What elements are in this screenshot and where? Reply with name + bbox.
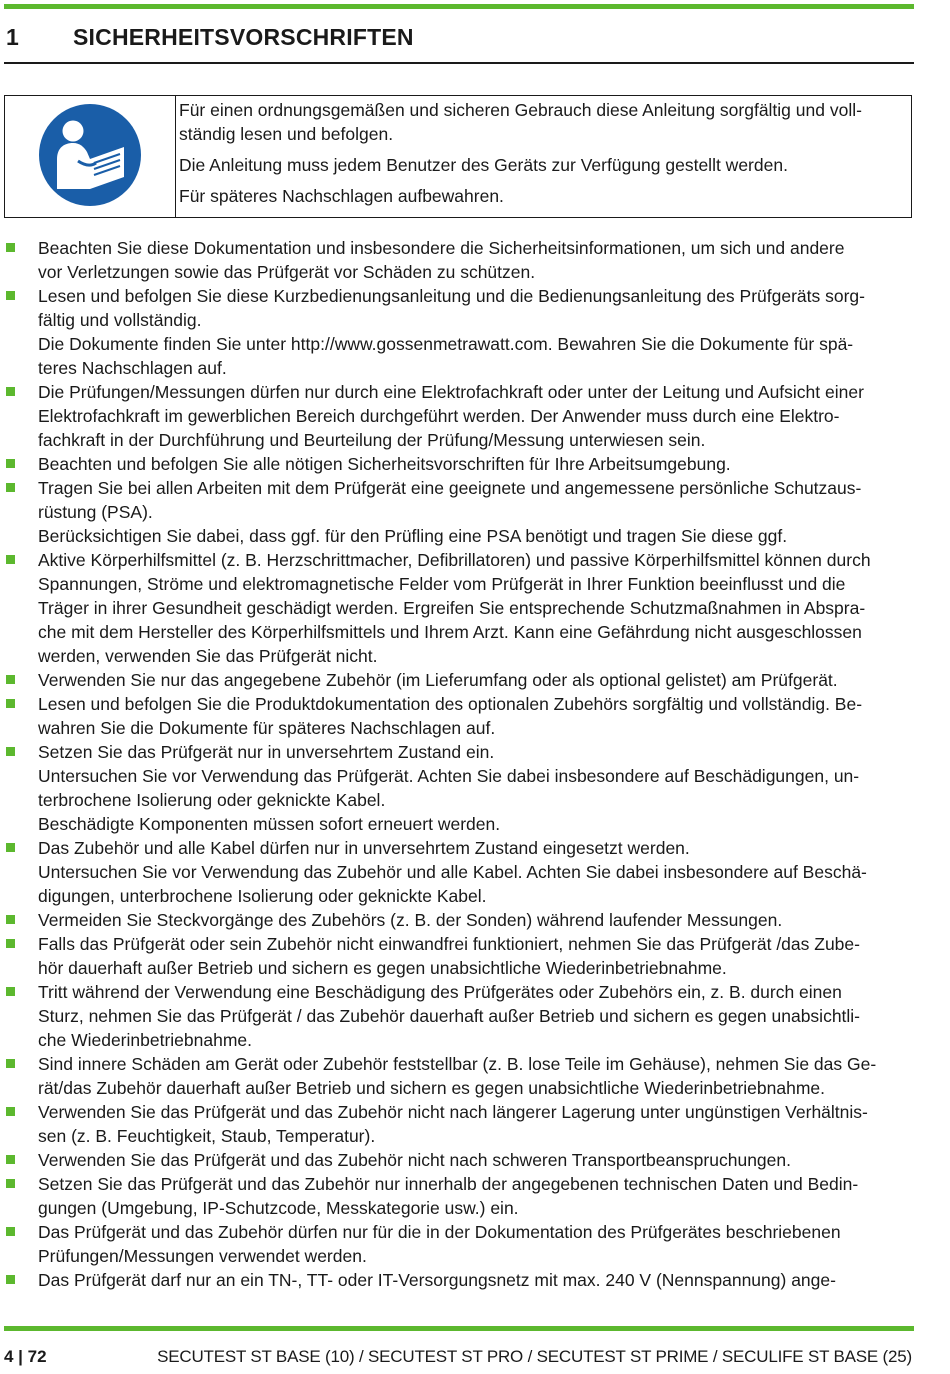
safety-rule-line: wahren Sie die Dokumente für späteres Nachschlagen auf. (38, 718, 496, 738)
notice-line: ständig lesen und befolgen. (179, 124, 394, 144)
safety-rule-line: digungen, unterbrochene Isolierung oder geknickte Kabel. (38, 886, 487, 906)
safety-rule (4, 1172, 914, 1220)
safety-rule-line: che mit dem Hersteller des Körperhilfsmittels und Ihrem Arzt. Kann eine Gefährdung nicht ausgeschlossen (38, 622, 862, 642)
safety-rule-line: fachkraft in der Durchführung und Beurteilung der Prüfung/Messung unterwiesen sein. (38, 430, 706, 450)
safety-rule-line: rät/das Zubehör dauerhaft außer Betrieb und sichern es gegen unabsichtliche Wiederinbetriebnahme. (38, 1078, 826, 1098)
safety-rule (4, 740, 914, 836)
safety-rule-line: gungen (Umgebung, IP-Schutzcode, Messkategorie usw.) ein. (38, 1198, 519, 1218)
square-bullet-icon (6, 483, 15, 492)
square-bullet-icon (6, 1059, 15, 1068)
safety-rule-line: che Wiederinbetriebnahme. (38, 1030, 253, 1050)
square-bullet-icon (6, 459, 15, 468)
safety-rule-line: Verwenden Sie nur das angegebene Zubehör (im Lieferumfang oder als optional gelistet) am Prüfgerät. (38, 670, 838, 690)
safety-rule-line: Untersuchen Sie vor Verwendung das Zubehör und alle Kabel. Achten Sie dabei insbesondere auf Beschä- (38, 862, 867, 882)
square-bullet-icon (6, 675, 15, 684)
safety-rule-line: Träger in ihrer Gesundheit geschädigt werden. Ergreifen Sie entsprechende Schutzmaßnahmen in Abspra- (38, 598, 866, 618)
notice-icon-cell (5, 96, 176, 217)
safety-rule-line: Prüfungen/Messungen verwendet werden. (38, 1246, 367, 1266)
square-bullet-icon (6, 987, 15, 996)
safety-rule (4, 548, 914, 668)
top-accent-bar (4, 4, 914, 9)
safety-rule-line: terbrochene Isolierung oder geknickte Kabel. (38, 790, 386, 810)
safety-rule-line: Sturz, nehmen Sie das Prüfgerät / das Zubehör dauerhaft außer Betrieb und sichern es gegen unabsichtli- (38, 1006, 861, 1026)
safety-rule-line: Beachten Sie diese Dokumentation und insbesondere die Sicherheitsinformationen, um sich und andere (38, 238, 845, 258)
safety-rule-line: Sind innere Schäden am Gerät oder Zubehör feststellbar (z. B. lose Teile im Gehäuse), nehmen Sie das Ge- (38, 1054, 877, 1074)
notice-paragraph (179, 184, 907, 208)
safety-rule-line: fältig und vollständig. (38, 310, 202, 330)
square-bullet-icon (6, 1227, 15, 1236)
safety-rule (4, 692, 914, 740)
safety-rule-line: sen (z. B. Feuchtigkeit, Staub, Temperatur). (38, 1126, 376, 1146)
bottom-accent-bar (4, 1326, 914, 1331)
square-bullet-icon (6, 699, 15, 708)
safety-rule (4, 932, 914, 980)
safety-rule (4, 1148, 914, 1172)
safety-rule-line: Das Prüfgerät darf nur an ein TN-, TT- oder IT-Versorgungsnetz mit max. 240 V (Nennspannung) ange- (38, 1270, 836, 1290)
safety-rule-line: Vermeiden Sie Steckvorgänge des Zubehörs (z. B. der Sonden) während laufender Messungen. (38, 910, 783, 930)
safety-rule (4, 908, 914, 932)
safety-rule-line: Verwenden Sie das Prüfgerät und das Zubehör nicht nach schweren Transportbeanspruchungen. (38, 1150, 791, 1170)
safety-rule-line: Die Prüfungen/Messungen dürfen nur durch eine Elektrofachkraft oder unter der Leitung und Aufsicht einer (38, 382, 864, 402)
safety-rule-line: werden, verwenden Sie das Prüfgerät nicht. (38, 646, 378, 666)
notice-line: Die Anleitung muss jedem Benutzer des Geräts zur Verfügung gestellt werden. (179, 155, 788, 175)
safety-rule-line: Die Dokumente finden Sie unter http://www.gossenmetrawatt.com. Bewahren Sie die Dokumente für spä- (38, 334, 854, 354)
safety-rule (4, 476, 914, 548)
safety-rule-line: Setzen Sie das Prüfgerät nur in unversehrtem Zustand ein. (38, 742, 495, 762)
product-names: SECUTEST ST BASE (10) / SECUTEST ST PRO / SECUTEST ST PRIME / SECULIFE ST BASE (25) (157, 1347, 912, 1366)
safety-rule-line: Das Zubehör und alle Kabel dürfen nur in unversehrtem Zustand eingesetzt werden. (38, 838, 690, 858)
notice-paragraph (179, 98, 907, 146)
notice-text (179, 98, 907, 215)
square-bullet-icon (6, 1275, 15, 1284)
safety-rule (4, 1220, 914, 1268)
safety-rule-line: vor Verletzungen sowie das Prüfgerät vor Schäden zu schützen. (38, 262, 536, 282)
safety-rule (4, 452, 914, 476)
safety-rule-line: Verwenden Sie das Prüfgerät und das Zubehör nicht nach längerer Lagerung unter ungünstigen Verhältnis- (38, 1102, 868, 1122)
square-bullet-icon (6, 1107, 15, 1116)
safety-rule-line: Spannungen, Ströme und elektromagnetische Felder vom Prüfgerät in Ihrer Funktion beeinflusst und die (38, 574, 846, 594)
safety-rule (4, 836, 914, 908)
safety-rule (4, 980, 914, 1052)
safety-rules-list (4, 236, 914, 1292)
safety-rule (4, 668, 914, 692)
safety-rule (4, 380, 914, 452)
safety-rule-line: teres Nachschlagen auf. (38, 358, 227, 378)
square-bullet-icon (6, 291, 15, 300)
safety-rule (4, 1100, 914, 1148)
safety-rule-line: rüstung (PSA). (38, 502, 153, 522)
safety-rule-line: Lesen und befolgen Sie diese Kurzbedienungsanleitung und die Bedienungsanleitung des Prüfgeräts sorg- (38, 286, 865, 306)
square-bullet-icon (6, 243, 15, 252)
page-number: 4 | 72 (4, 1347, 47, 1366)
safety-rule-line: Setzen Sie das Prüfgerät und das Zubehör nur innerhalb der angegebenen technischen Daten und Bedin- (38, 1174, 859, 1194)
square-bullet-icon (6, 1155, 15, 1164)
section-title: SICHERHEITSVORSCHRIFTEN (73, 24, 414, 50)
square-bullet-icon (6, 1179, 15, 1188)
square-bullet-icon (6, 915, 15, 924)
square-bullet-icon (6, 555, 15, 564)
notice-paragraph (179, 153, 907, 177)
safety-rule-line: Das Prüfgerät und das Zubehör dürfen nur für die in der Dokumentation des Prüfgerätes beschriebenen (38, 1222, 841, 1242)
safety-rule (4, 1268, 914, 1292)
safety-rule (4, 236, 914, 284)
safety-rule-line: Beschädigte Komponenten müssen sofort erneuert werden. (38, 814, 501, 834)
square-bullet-icon (6, 843, 15, 852)
square-bullet-icon (6, 747, 15, 756)
safety-rule-line: Berücksichtigen Sie dabei, dass ggf. für den Prüfling eine PSA benötigt und tragen Sie diese ggf. (38, 526, 788, 546)
safety-rule (4, 1052, 914, 1100)
notice-line: Für späteres Nachschlagen aufbewahren. (179, 186, 504, 206)
safety-rule (4, 284, 914, 380)
safety-rule-line: Tragen Sie bei allen Arbeiten mit dem Prüfgerät eine geeignete und angemessene persönliche Schutzaus- (38, 478, 862, 498)
safety-rule-line: Lesen und befolgen Sie die Produktdokumentation des optionalen Zubehörs sorgfältig und vollständig. Be- (38, 694, 863, 714)
safety-rule-line: Elektrofachkraft im gewerblichen Bereich durchgeführt werden. Der Anwender muss durch eine Elektro- (38, 406, 840, 426)
section-heading (4, 24, 914, 64)
safety-rule-line: hör dauerhaft außer Betrieb und sichern es gegen unabsichtliche Wiederinbetriebnahme. (38, 958, 727, 978)
square-bullet-icon (6, 387, 15, 396)
square-bullet-icon (6, 939, 15, 948)
read-manual-icon (38, 103, 142, 207)
safety-rule-line: Tritt während der Verwendung eine Beschädigung des Prüfgerätes oder Zubehörs ein, z. B. durch einen (38, 982, 842, 1002)
safety-rule-line: Aktive Körperhilfsmittel (z. B. Herzschrittmacher, Defibrillatoren) und passive Körperhilfsmittel können durch (38, 550, 871, 570)
notice-line: Für einen ordnungsgemäßen und sicheren Gebrauch diese Anleitung sorgfältig und voll- (179, 100, 862, 120)
safety-rule-line: Beachten und befolgen Sie alle nötigen Sicherheitsvorschriften für Ihre Arbeitsumgebung. (38, 454, 731, 474)
section-number: 1 (6, 24, 19, 50)
safety-rule-line: Falls das Prüfgerät oder sein Zubehör nicht einwandfrei funktioniert, nehmen Sie das Prüfgerät /das Zube- (38, 934, 860, 954)
manual-notice-box (4, 95, 912, 218)
safety-rule-line: Untersuchen Sie vor Verwendung das Prüfgerät. Achten Sie dabei insbesondere auf Beschädigungen, un- (38, 766, 860, 786)
